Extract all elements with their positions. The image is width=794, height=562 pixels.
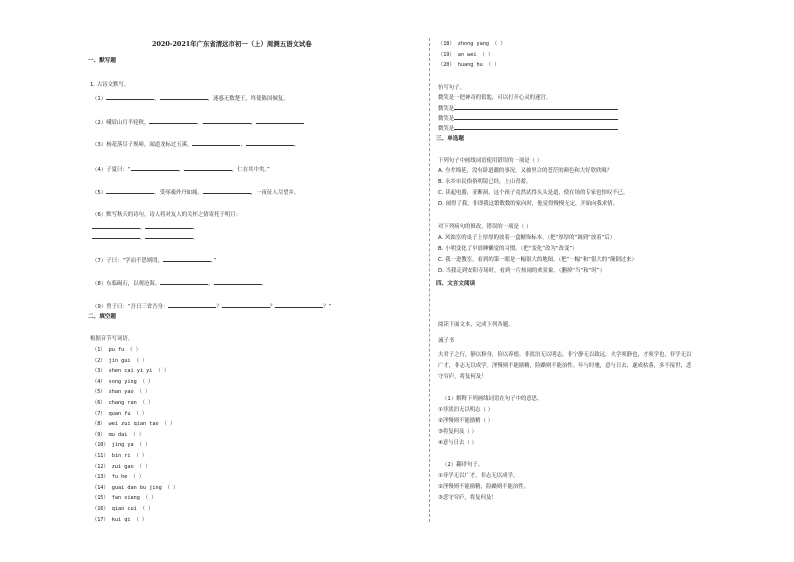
recite-q2: （2）峨眉山月半轮秋， 。 ， [92,118,304,127]
answer-blank[interactable] [454,124,578,130]
answer-blank[interactable] [578,114,618,120]
answer-blank[interactable] [214,279,262,285]
answer-blank[interactable] [454,104,578,110]
recite-q3: （3）杨花落尽子规啼，闻道龙标过五溪。 ， 。 [92,142,300,148]
mc2-option-c[interactable]: C. 我一进教室，看到的第一眼是一幅很大的地图。（把“一幅”和“很大的”颠倒过来） [438,257,637,263]
subquestion-heading: （2）翻译句子。 [442,462,484,468]
answer-blank[interactable] [203,118,251,124]
answer-blank[interactable] [203,188,251,194]
pinyin-item: （18） zhong yang （ ） [438,41,506,47]
answer-blank[interactable] [160,279,208,285]
passage-title: 诫子书 [438,338,455,344]
answer-blank[interactable] [184,165,232,171]
imitate-line: 微笑是 [438,124,618,133]
subquestion-item: ②淫慢则不能励精（ ） [438,418,494,424]
answer-blank[interactable] [168,302,216,308]
subquestion-item: ③将复何及（ ） [438,429,477,435]
pinyin-item: （7） quan fu （ ） [92,410,148,417]
recite-q6: （6）默写秋天的诗句，诗人将对友人的关怀之情寄托于明月： [92,212,241,218]
pinyin-item: （10） jing ya （ ） [92,442,151,449]
answer-blank[interactable] [578,124,618,130]
answer-blank[interactable] [145,223,193,229]
answer-blank[interactable] [163,256,211,262]
subquestion-item: ①非淡泊无以明志（ ） [438,407,494,413]
answer-blank[interactable] [131,165,179,171]
mc1-option-b[interactable]: B. 永乡市民俗俗明镜已经，上山青蓄。 [438,179,532,185]
imitate-line: 微笑是 [438,104,618,113]
answer-blank[interactable] [145,233,193,239]
answer-blank[interactable] [106,188,154,194]
pinyin-item: （2） jin gui （ ） [92,357,148,364]
section-heading: 三、单选题 [436,136,464,142]
pinyin-item: （4） song ying （ ） [92,378,154,385]
mc1-option-c[interactable]: C. 读起电器，亚断洞。这个孩子竟然试得头头是道，使在场的专家也惊叹不已。 [438,190,629,196]
section-heading: 一、默写题 [88,58,116,64]
mc1-option-a[interactable]: A. 叁差绵延，没有卧道疆的事况，又被里合的苍茫的颜色和大好欣欣吸？ [438,168,613,174]
pinyin-item: （13） fu he （ ） [92,474,144,481]
recite-q1: （1） ， ，迷惑无数楚王，终使陈国倾复。 [92,96,289,102]
mc1-question: 下列句子中画线词语使用错误的一项是（ ） [438,158,543,164]
pinyin-item: （6） chang ran （ ） [92,400,154,406]
section-heading: 二、填空题 [88,314,116,320]
pinyin-item: （5） shan yao （ ） [92,389,151,396]
passage-line: 广才，非志无以成学。淫慢则不能励精，险躁则不能治性。年与时驰，意与日去，遂成枯落，多不接世，悲 [438,363,692,369]
answer-blank[interactable] [256,118,304,124]
mc2-option-d[interactable]: D. 当我走到安阳寺场时，看到一片热闹的欢景象。（删掉“当”和“时”） [438,268,605,274]
question-intro: 根据音节写词语。 [90,336,134,342]
question-intro: 1. 古诗文默写。 [90,82,130,88]
pinyin-item: （9） mu dai （ ） [92,431,144,438]
passage-line: 守穷庐，将复何及！ [438,374,487,380]
pinyin-item: （15） fan xiang （ ） [92,495,157,502]
recite-q4: （4）子夏曰：“ ， ，仁在其中矣。” [92,167,270,173]
subquestion-item: ①非学无以广才，非志无以成学。 [438,473,519,479]
pinyin-item: （3） shen cai yi yi （ ） [92,368,169,375]
imitate-line: 微笑是 [438,114,618,123]
subquestion-item: ②淫慢则不能励精，险躁则不能治性。 [438,484,530,490]
answer-blank[interactable] [222,302,270,308]
mc2-option-a[interactable]: A. 风蚀室的桌子上厚厚的放着一盒糖饰标本。（把“厚厚的”调到“放着”后） [438,235,616,241]
page-title: 2020-2021年广东省清远市初一（上）周测五语文试卷 [152,40,312,48]
answer-blank[interactable] [454,114,578,120]
recite-q5: （5） ，受辱魂外丹如痛。 ，一夜征人尽望乡。 [92,190,300,196]
mc1-option-d[interactable]: D. 闹得了我，非即我这繁数数的家向时，他觉得慢慢无定，开始向我求情。 [438,201,619,207]
recite-q9: （9）曾子曰：“吾日三省吾身： ？ ？ ？” [92,304,332,310]
answer-blank[interactable] [578,104,618,110]
answer-blank[interactable] [160,94,208,100]
recite-q8: （8）东临碣石，以观沧海。 ， 。 [92,281,267,287]
pinyin-item: （16） qiao cui （ ） [92,506,154,512]
answer-blank[interactable] [246,140,294,146]
answer-blank[interactable] [92,223,140,229]
pinyin-item: （1） pu fu （ ） [92,347,141,353]
pinyin-item: （19） an wei （ ） [438,51,494,58]
recite-q7: （7）子曰：“学而不思则罔， 。” [92,258,217,264]
pinyin-item: （11） bin ri （ ） [92,453,148,459]
imitate-heading: 仿写句子。 [438,85,465,91]
column-divider [429,38,430,522]
subquestion-heading: （1）解释下列画线词语在句子中的意思。 [442,396,543,402]
pinyin-item: （14） guai dan bu jing （ ） [92,484,179,491]
answer-blank[interactable] [192,140,240,146]
pinyin-item: （17） kui qi （ ） [92,516,148,523]
recite-q6-blanks: ， 。 [92,233,199,242]
pinyin-item: （12） zui gao （ ） [92,463,151,470]
recite-q6-blanks: ， 。 [92,223,199,232]
passage-line: 夫君子之行，静以修身，俭以养德。非淡泊无以明志，非宁静无以致远。夫学须静也，才须学也，非学无以 [438,352,692,358]
subquestion-item: ④意与日去（ ） [438,440,477,446]
section-heading: 四、文言文阅读 [436,281,476,287]
answer-blank[interactable] [106,94,154,100]
mc2-option-b[interactable]: B. 小明变化了早晨睡懒觉的习惯。（把“变化”改为“改变”） [438,246,578,252]
reading-intro: 阅读下面文本，完成下列各题。 [438,322,514,328]
answer-blank[interactable] [275,302,323,308]
answer-blank[interactable] [149,118,197,124]
pinyin-item: （8） wei zui qian tao （ ） [92,421,176,428]
mc2-question: 对下列病句的修改，错误的一项是（ ） [438,224,532,230]
pinyin-item: （20） huang hu （ ） [438,62,500,69]
answer-blank[interactable] [92,233,140,239]
subquestion-item: ③悲守穷庐，将复何及！ [438,495,497,501]
imitate-example: 微笑是一把神奇的钥匙，可以打开心灵的迷宫。 [438,95,552,101]
